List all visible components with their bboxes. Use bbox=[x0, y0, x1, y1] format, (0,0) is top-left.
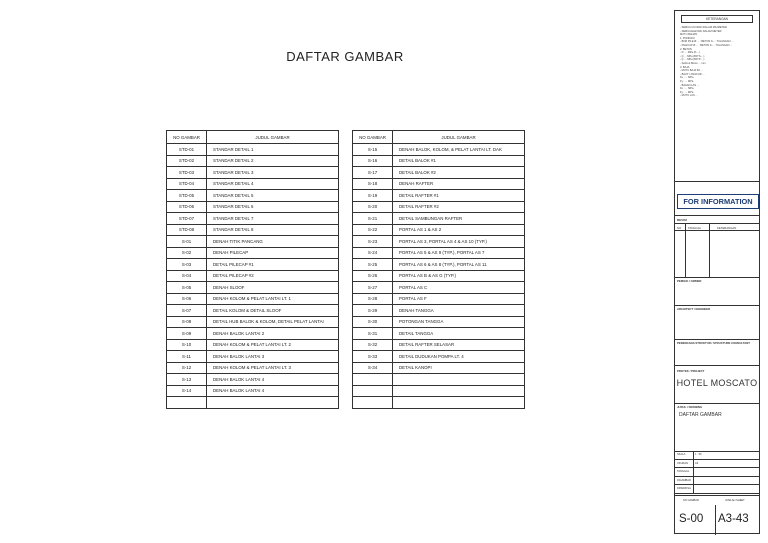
drawing-number: S-15 bbox=[353, 144, 393, 156]
drawing-name: DAFTAR GAMBAR bbox=[679, 412, 722, 418]
table-row bbox=[167, 224, 339, 236]
table-row bbox=[353, 144, 525, 156]
table-row bbox=[353, 316, 525, 328]
drawing-info-table bbox=[675, 451, 759, 494]
note-line: - MUTU BAJA BJ ... bbox=[680, 69, 703, 73]
table-row bbox=[353, 259, 525, 271]
table-row bbox=[353, 362, 525, 374]
note-line: - fy ... MPa (BJTS-...) bbox=[680, 54, 705, 58]
sheet-total: A3-43 bbox=[718, 513, 749, 525]
drawing-number: S-04 bbox=[167, 270, 207, 282]
owner-label: PEMILIK / OWNER bbox=[677, 279, 702, 283]
drawing-title bbox=[393, 385, 525, 397]
table-row bbox=[353, 236, 525, 248]
drawing-title: POTONGAN TANGGA bbox=[393, 316, 525, 328]
table-row bbox=[353, 167, 525, 179]
drawing-number: S-01 bbox=[167, 236, 207, 248]
drawing-title: PORTAL AS F bbox=[393, 293, 525, 305]
structure-consultant-label: PERENCANA STRUKTUR / STRUCTURE CONSULTANT bbox=[677, 341, 750, 345]
drawing-number: S-08 bbox=[167, 316, 207, 328]
drawing-title: DETAIL SAMBUNGAN RAFTER bbox=[393, 213, 525, 225]
table-row bbox=[167, 213, 339, 225]
table-row bbox=[167, 339, 339, 351]
info-row bbox=[675, 460, 759, 469]
architect-label: ARCHITECT / ENGINEER bbox=[677, 307, 711, 311]
for-information-stamp: FOR INFORMATION bbox=[677, 194, 759, 209]
table-row bbox=[353, 155, 525, 167]
drawing-title bbox=[207, 397, 339, 409]
drawing-title: DETAIL PILECAP #2 bbox=[207, 270, 339, 282]
table-row bbox=[353, 397, 525, 409]
drawing-title: DENAH TANGGA bbox=[393, 305, 525, 317]
drawing-number bbox=[353, 397, 393, 409]
drawing-title: PORTAL AS B & AS G (TYP.) bbox=[393, 270, 525, 282]
drawing-title: DETAIL RAFTER SELASAR bbox=[393, 339, 525, 351]
drawing-title: DENAH BALOK LANTAI 4 bbox=[207, 385, 339, 397]
note-line: Fu : ... MPa bbox=[680, 87, 694, 91]
note-line: 1. PONDASI bbox=[680, 36, 695, 40]
note-line: - fc' ... MPa (K-...) bbox=[680, 51, 701, 55]
page-title: DAFTAR GAMBAR bbox=[286, 49, 404, 64]
note-line: Fy : ... MPa bbox=[680, 90, 694, 94]
drawing-number: S-02 bbox=[167, 247, 207, 259]
drawing-number: S-11 bbox=[167, 351, 207, 363]
drawing-number: S-16 bbox=[353, 155, 393, 167]
drawing-title: DETAIL RAFTER #1 bbox=[393, 190, 525, 202]
drawing-number: S-06 bbox=[167, 293, 207, 305]
drawing-number: STD-03 bbox=[167, 167, 207, 179]
table-row bbox=[167, 178, 339, 190]
drawing-title: STANDAR DETAIL 3 bbox=[207, 167, 339, 179]
table-row bbox=[167, 305, 339, 317]
table-row bbox=[167, 351, 339, 363]
drawing-number bbox=[167, 397, 207, 409]
table-row bbox=[353, 282, 525, 294]
drawing-title: PORTAL AS 5 & AS 9 (TYP.), PORTAL AS 7 bbox=[393, 247, 525, 259]
drawing-list-table-left bbox=[166, 130, 339, 409]
drawing-number: S-09 bbox=[167, 328, 207, 340]
drawing-title: DETAIL HUB BALOK & KOLOM, DETAIL PELAT LANTAI bbox=[207, 316, 339, 328]
table-row bbox=[167, 270, 339, 282]
drawing-number: STD-07 bbox=[167, 213, 207, 225]
drawing-title: STANDAR DETAIL 4 bbox=[207, 178, 339, 190]
drawing-number: S-24 bbox=[353, 247, 393, 259]
drawing-title: STANDAR DETAIL 2 bbox=[207, 155, 339, 167]
drawing-title: STANDAR DETAIL 6 bbox=[207, 201, 339, 213]
info-row bbox=[675, 477, 759, 486]
drawing-title bbox=[393, 397, 525, 409]
title-block bbox=[674, 10, 760, 534]
revision-col-no: NO bbox=[677, 226, 682, 230]
project-label: PROYEK / PROJECT bbox=[677, 369, 705, 373]
drawing-number: S-34 bbox=[353, 362, 393, 374]
drawing-number: S-25 bbox=[353, 259, 393, 271]
note-line: - SEMUA UKURAN DALAM MILIMETER bbox=[680, 26, 727, 29]
drawing-title: PORTAL AS 6 & AS 8 (TYP.), PORTAL AS 11 bbox=[393, 259, 525, 271]
no-gambar-label: NO GAMBAR bbox=[683, 499, 699, 502]
drawing-list-table-right bbox=[352, 130, 525, 409]
table-row bbox=[167, 385, 339, 397]
table-row bbox=[167, 167, 339, 179]
table-row bbox=[167, 259, 339, 271]
table-row bbox=[167, 144, 339, 156]
drawing-number: STD-06 bbox=[167, 201, 207, 213]
drawing-title: DENAH KOLOM & PELAT LANTAI LT. 2 bbox=[207, 339, 339, 351]
drawing-title: PORTAL AS C bbox=[393, 282, 525, 294]
table-row bbox=[167, 362, 339, 374]
note-line: 3. BAJA bbox=[680, 65, 690, 69]
drawing-title: DENAH TITIK PANCANG bbox=[207, 236, 339, 248]
drawing-title: DENAH BALOK LANTAI 2 bbox=[207, 328, 339, 340]
note-line: - MUTU LAS ... bbox=[680, 94, 698, 98]
drawing-number: S-18 bbox=[353, 178, 393, 190]
drawing-title: DETAIL RAFTER #2 bbox=[393, 201, 525, 213]
drawing-title: DENAH SLOOF bbox=[207, 282, 339, 294]
table-row bbox=[167, 328, 339, 340]
drawing-title: DENAH PILECAP bbox=[207, 247, 339, 259]
drawing-title: DENAH KOLOM & PELAT LANTAI LT. 1 bbox=[207, 293, 339, 305]
drawing-number: S-33 bbox=[353, 351, 393, 363]
drawing-number: S-13 bbox=[167, 374, 207, 386]
table-row bbox=[353, 190, 525, 202]
drawing-number: STD-02 bbox=[167, 155, 207, 167]
table-row bbox=[353, 213, 525, 225]
note-line: - fy ... MPa (BJTP-...) bbox=[680, 58, 705, 62]
drawing-title: DETAIL KOLOM & DETAIL SLOOF bbox=[207, 305, 339, 317]
drawing-number: STD-01 bbox=[167, 144, 207, 156]
revision-table bbox=[675, 217, 759, 277]
table-row bbox=[167, 374, 339, 386]
drawing-number: S-12 bbox=[167, 362, 207, 374]
drawing-title: DETAIL TANGGA bbox=[393, 328, 525, 340]
table-row bbox=[167, 282, 339, 294]
drawing-number: S-20 bbox=[353, 201, 393, 213]
table-row bbox=[353, 247, 525, 259]
drawing-number bbox=[353, 385, 393, 397]
jumlah-sheet-label: JUMLAH SHEET bbox=[725, 499, 745, 502]
drawing-number: STD-05 bbox=[167, 190, 207, 202]
table-row bbox=[167, 293, 339, 305]
keterangan-header: KETERANGAN bbox=[681, 15, 753, 23]
table-row bbox=[353, 293, 525, 305]
revision-label: REVISI bbox=[677, 218, 687, 222]
note-line: - BAHAN LAS ... bbox=[680, 83, 700, 87]
note-line: - BAUT / ANGKUR ... bbox=[680, 72, 705, 76]
drawing-number: S-29 bbox=[353, 305, 393, 317]
table-row bbox=[353, 178, 525, 190]
note-line: - BOR PILE Ø ... : BETON K-... TULANGAN ... bbox=[680, 40, 734, 44]
info-key: UKURAN bbox=[677, 461, 688, 465]
note-line: Fy : ... MPa bbox=[680, 79, 694, 83]
table-row bbox=[353, 224, 525, 236]
table-header-row bbox=[353, 131, 525, 144]
column-header-title: JUDUL GAMBAR bbox=[207, 131, 339, 144]
note-line: - PILECAP Ø ... : BETON K-... TULANGAN ... bbox=[680, 43, 733, 47]
note-line: Fu : ... MPa bbox=[680, 76, 694, 80]
drawing-number: S-03 bbox=[167, 259, 207, 271]
table-row bbox=[353, 351, 525, 363]
drawing-number: S-19 bbox=[353, 190, 393, 202]
table-row bbox=[167, 155, 339, 167]
drawing-title: STANDAR DETAIL 5 bbox=[207, 190, 339, 202]
info-key: DIPERIKSA bbox=[677, 487, 691, 490]
general-notes bbox=[680, 26, 758, 98]
info-key: TANGGAL bbox=[677, 470, 690, 473]
drawing-number: S-31 bbox=[353, 328, 393, 340]
revision-col-date: TANGGAL bbox=[688, 226, 702, 230]
drawing-title: DENAH RAFTER bbox=[393, 178, 525, 190]
drawing-title: STANDAR DETAIL 8 bbox=[207, 224, 339, 236]
info-row bbox=[675, 468, 759, 477]
table-row bbox=[353, 385, 525, 397]
revision-col-notes: KETERANGAN bbox=[717, 226, 737, 230]
table-row bbox=[353, 374, 525, 386]
table-row bbox=[353, 339, 525, 351]
table-row bbox=[167, 201, 339, 213]
info-row bbox=[675, 485, 759, 494]
drawing-number: S-26 bbox=[353, 270, 393, 282]
info-value: 1 : 50 bbox=[695, 453, 702, 456]
table-row bbox=[353, 270, 525, 282]
table-row bbox=[167, 247, 339, 259]
sheet-number: S-00 bbox=[679, 513, 704, 525]
table-row bbox=[353, 305, 525, 317]
drawing-title: PORTAL AS 3, PORTAL AS 4 & AS 10 (TYP.) bbox=[393, 236, 525, 248]
drawing-title: DETAIL KANOPI bbox=[393, 362, 525, 374]
note-line: - SEMUA ELEVASI DALAM METER bbox=[680, 29, 722, 33]
drawing-title: DETAIL PILECAP #1 bbox=[207, 259, 339, 271]
drawing-number: S-07 bbox=[167, 305, 207, 317]
drawing-number: S-32 bbox=[353, 339, 393, 351]
drawing-number: STD-08 bbox=[167, 224, 207, 236]
info-row bbox=[675, 451, 759, 460]
note-line: - Selimut Beton ... mm bbox=[680, 61, 706, 65]
drawing-number: STD-04 bbox=[167, 178, 207, 190]
drawing-number: S-22 bbox=[353, 224, 393, 236]
column-header-title: JUDUL GAMBAR bbox=[393, 131, 525, 144]
info-key: DIGAMBAR bbox=[677, 478, 691, 482]
drawing-title: DETAIL DUDUKAN POMPA LT. 4 bbox=[393, 351, 525, 363]
info-value: A3 bbox=[695, 461, 699, 465]
drawing-title: DENAH KOLOM & PELAT LANTAI LT. 3 bbox=[207, 362, 339, 374]
table-row bbox=[353, 201, 525, 213]
drawing-number: S-28 bbox=[353, 293, 393, 305]
table-row bbox=[167, 316, 339, 328]
drawing-number: S-14 bbox=[167, 385, 207, 397]
column-header-no: NO GAMBAR bbox=[353, 131, 393, 144]
drawing-title: STANDAR DETAIL 1 bbox=[207, 144, 339, 156]
drawing-title: DENAH BALOK, KOLOM, & PELAT LANTAI LT. DAK bbox=[393, 144, 525, 156]
drawing-title: DENAH BALOK LANTAI 4 bbox=[207, 374, 339, 386]
project-name: HOTEL MOSCATO bbox=[676, 378, 758, 388]
table-row bbox=[167, 236, 339, 248]
drawing-number: S-27 bbox=[353, 282, 393, 294]
drawing-number: S-30 bbox=[353, 316, 393, 328]
drawing-number: S-05 bbox=[167, 282, 207, 294]
drawing-number: S-10 bbox=[167, 339, 207, 351]
note-line: 2. BETON bbox=[680, 47, 692, 51]
drawing-number: S-17 bbox=[353, 167, 393, 179]
drawing-title: STANDAR DETAIL 7 bbox=[207, 213, 339, 225]
table-row bbox=[167, 190, 339, 202]
info-key: SKALA bbox=[677, 453, 686, 456]
table-header-row bbox=[167, 131, 339, 144]
drawing-title bbox=[393, 374, 525, 386]
table-row bbox=[167, 397, 339, 409]
drawing-title: DENAH BALOK LANTAI 3 bbox=[207, 351, 339, 363]
drawing-label: JUDUL / DRAWING bbox=[677, 405, 703, 409]
drawing-number: S-23 bbox=[353, 236, 393, 248]
drawing-number bbox=[353, 374, 393, 386]
drawing-title: DETAIL BALOK #1 bbox=[393, 155, 525, 167]
note-line: MUTU BAHAN bbox=[680, 33, 698, 37]
drawing-title: DETAIL BALOK #2 bbox=[393, 167, 525, 179]
column-header-no: NO GAMBAR bbox=[167, 131, 207, 144]
sheet-number-block bbox=[675, 499, 759, 535]
table-row bbox=[353, 328, 525, 340]
drawing-title: PORTAL AS 1 & AS 2 bbox=[393, 224, 525, 236]
drawing-number: S-21 bbox=[353, 213, 393, 225]
